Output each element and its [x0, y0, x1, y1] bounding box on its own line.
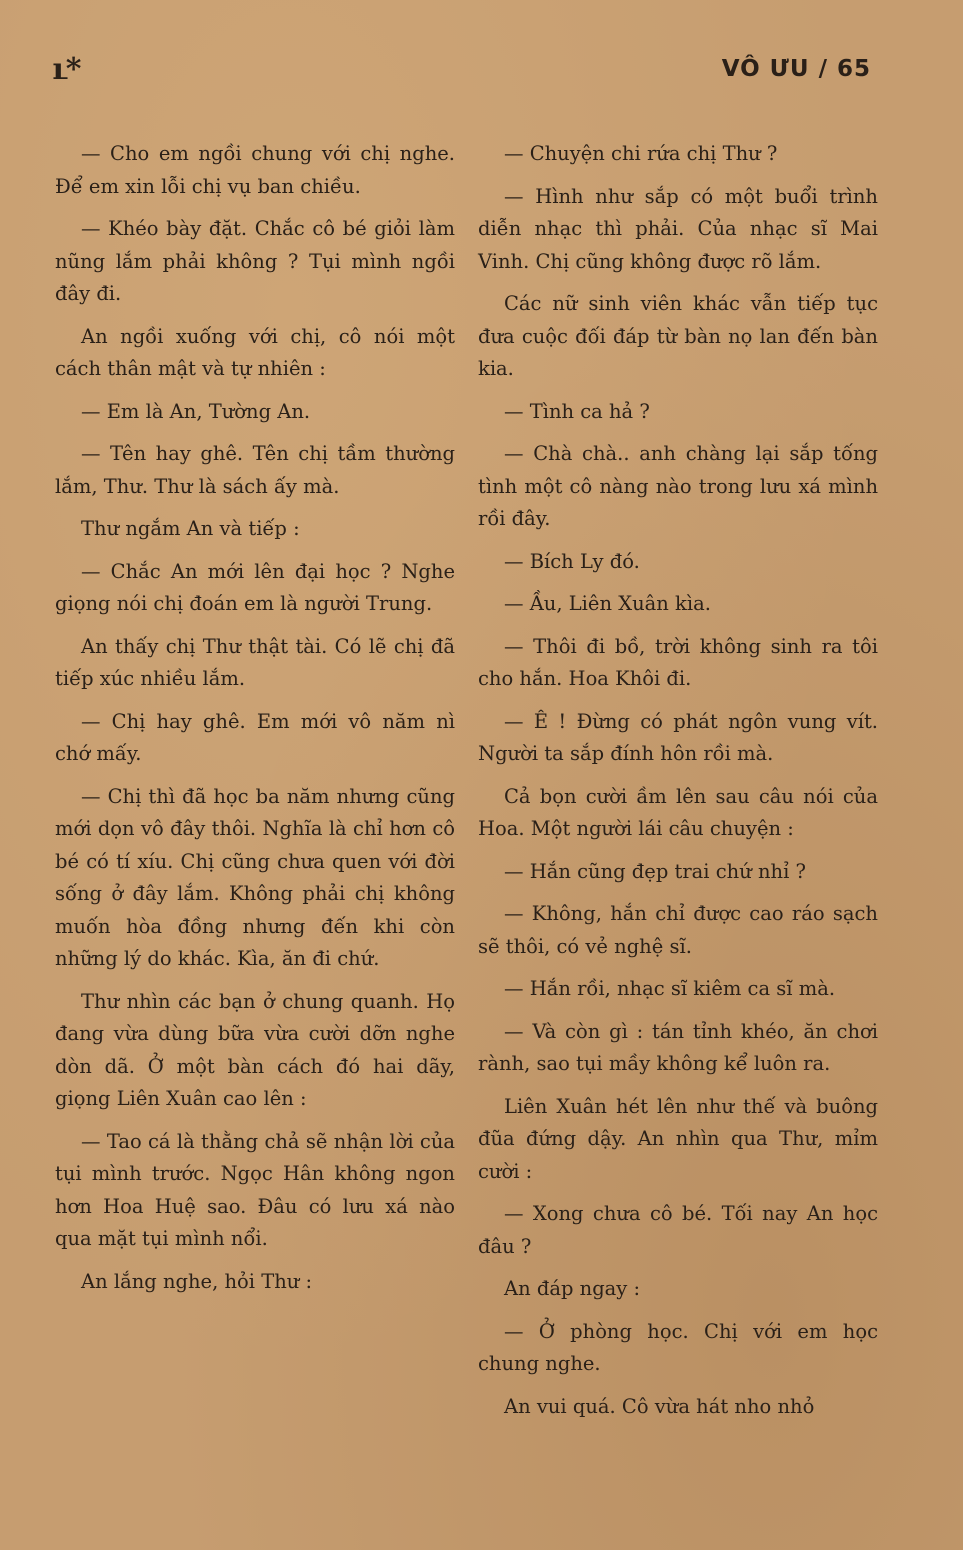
paragraph: An đáp ngay :	[504, 1277, 641, 1300]
paragraph: — Chị thì đã học ba năm nhưng cũng mới dọn vô đây thôi. Nghĩa là chỉ hơn cô bé có tí xíu. Chị cũng chưa quen với đời sống ở đây lắm. Không phải chị không muốn hòa đồng nhưng đến khi còn những lý do khác. Kìa, ăn đi chứ.	[55, 784, 455, 970]
right-column	[478, 138, 878, 1433]
paragraph: Thư nhìn các bạn ở chung quanh. Họ đang vừa dùng bữa vừa cười dỡn nghe dòn dã. Ở một bàn cách đó hai dãy, giọng Liên Xuân cao lên :	[55, 989, 455, 1110]
paragraph: — Ở phòng học. Chị với em học chung nghe.	[478, 1319, 878, 1375]
paragraph: — Cho em ngồi chung với chị nghe. Để em xin lỗi chị vụ ban chiều.	[55, 142, 455, 198]
paragraph: — Thôi đi bồ, trời không sinh ra tôi cho hắn. Hoa Khôi đi.	[478, 634, 878, 690]
paragraph: — Hình như sắp có một buổi trình diễn nhạc thì phải. Của nhạc sĩ Mai Vinh. Chị cũng không được rõ lắm.	[478, 184, 878, 273]
paragraph: — Ầu, Liên Xuân kìa.	[504, 592, 711, 615]
paragraph: — Tao cá là thằng chả sẽ nhận lời của tụi mình trước. Ngọc Hân không ngon hơn Hoa Huệ sao. Đâu có lưu xá nào qua mặt tụi mình nổi.	[55, 1129, 455, 1250]
paragraph: — Hắn rồi, nhạc sĩ kiêm ca sĩ mà.	[504, 977, 836, 1000]
paragraph: — Tình ca hả ?	[504, 399, 650, 423]
paragraph: Liên Xuân hét lên như thế và buông đũa đứng dậy. An nhìn qua Thư, mỉm cười :	[478, 1094, 878, 1183]
paragraph: — Chắc An mới lên đại học ? Nghe giọng nói chị đoán em là người Trung.	[55, 559, 455, 615]
running-head: VÔ ƯU / 65	[721, 56, 871, 82]
paragraph: — Chuyện chi rứa chị Thư ?	[504, 142, 778, 165]
page-corner-mark: ւ*	[52, 52, 81, 87]
paragraph: — Không, hắn chỉ được cao ráo sạch sẽ thôi, có vẻ nghệ sĩ.	[478, 902, 878, 958]
paragraph: An thấy chị Thư thật tài. Có lẽ chị đã tiếp xúc nhiều lắm.	[55, 634, 455, 690]
paragraph: An lắng nghe, hỏi Thư :	[81, 1269, 313, 1293]
paragraph: — Khéo bày đặt. Chắc cô bé giỏi làm nũng lắm phải không ? Tụi mình ngồi đây đi.	[55, 217, 455, 305]
paragraph: — Chà chà.. anh chàng lại sắp tống tình một cô nàng nào trong lưu xá mình rồi đây.	[478, 442, 878, 530]
paragraph: An ngồi xuống với chị, cô nói một cách thân mật và tự nhiên :	[55, 324, 455, 380]
paragraph: — Tên hay ghê. Tên chị tầm thường lắm, Thư. Thư là sách ấy mà.	[55, 442, 455, 498]
left-column	[55, 138, 455, 1308]
paragraph: Cả bọn cười ầm lên sau câu nói của Hoa. Một người lái câu chuyện :	[478, 784, 878, 840]
paragraph: — Chị hay ghê. Em mới vô năm nì chớ mấy.	[55, 709, 455, 765]
paragraph: — Hắn cũng đẹp trai chứ nhỉ ?	[504, 859, 806, 883]
paragraph: — Xong chưa cô bé. Tối nay An học đâu ?	[478, 1202, 878, 1258]
paragraph: — Bích Ly đó.	[504, 549, 640, 573]
paragraph: — Ê ! Đừng có phát ngôn vung vít. Người ta sắp đính hôn rồi mà.	[478, 709, 878, 765]
paragraph: Thư ngắm An và tiếp :	[81, 517, 300, 540]
paragraph: Các nữ sinh viên khác vẫn tiếp tục đưa cuộc đối đáp từ bàn nọ lan đến bàn kia.	[478, 292, 878, 380]
paragraph: — Em là An, Tường An.	[81, 399, 311, 423]
paragraph: An vui quá. Cô vừa hát nho nhỏ	[504, 1394, 815, 1418]
paragraph: — Và còn gì : tán tỉnh khéo, ăn chơi rành, sao tụi mầy không kể luôn ra.	[478, 1019, 878, 1075]
